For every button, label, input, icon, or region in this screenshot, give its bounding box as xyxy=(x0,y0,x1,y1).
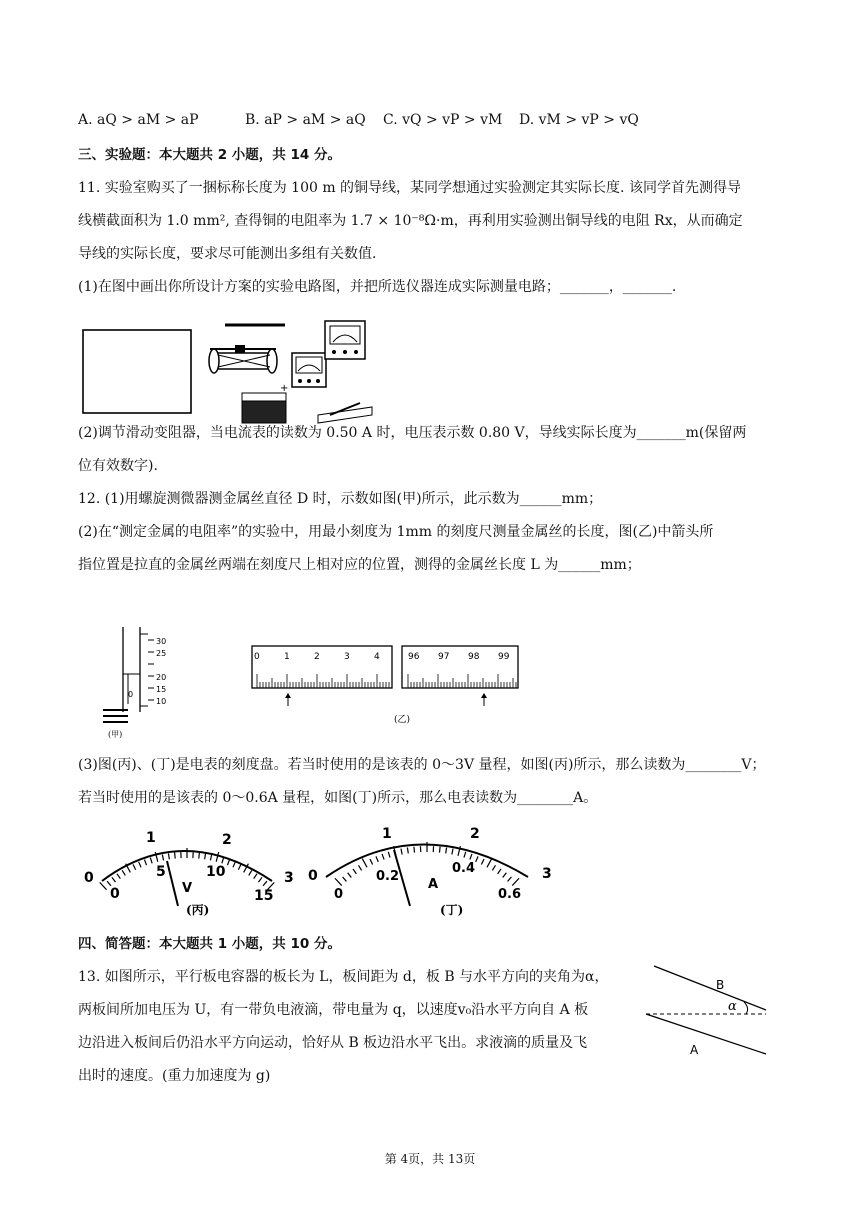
ammeter-dial-figure xyxy=(306,822,556,917)
dial-tick xyxy=(168,853,169,859)
yi-label: (乙) xyxy=(394,715,411,725)
ding-bottom-02: 0.2 xyxy=(376,869,400,884)
micrometer-zero: 0 xyxy=(128,690,134,699)
section3-heading: 三、实验题：本大题共 2 小题，共 14 分。 xyxy=(78,147,341,163)
ding-top-3: 3 xyxy=(542,866,552,882)
dial-tick xyxy=(162,854,163,860)
bing-top-3: 3 xyxy=(284,870,294,886)
ruler-label-1: 1 xyxy=(284,652,290,662)
bing-bottom-5: 5 xyxy=(156,864,166,880)
instruments-figure xyxy=(80,315,380,435)
dial-tick xyxy=(503,873,507,878)
dial-tick xyxy=(233,862,235,868)
micrometer-tick-10: 10 xyxy=(156,697,167,706)
dial-tick xyxy=(414,847,415,853)
ding-bottom-04: 0.4 xyxy=(452,861,476,876)
voltmeter-dial-figure xyxy=(82,826,302,921)
dial-tick xyxy=(481,859,484,864)
dial-tick xyxy=(358,865,361,870)
ruler-arrow-left xyxy=(285,693,291,706)
q11-part2-line1: (2)调节滑动变阻器，当电流表的读数为 0.50 A 时，电压表示数 0.80 V，导线实际长度为_______m(保留两 xyxy=(78,425,747,441)
capacitor-figure xyxy=(640,962,774,1060)
dial-tick xyxy=(476,856,478,862)
q13-line4: 出时的速度。(重力加速度为 g) xyxy=(78,1068,271,1084)
bing-bottom-10: 10 xyxy=(206,864,226,880)
dial-tick xyxy=(133,864,136,869)
ding-top-0: 0 xyxy=(308,868,318,884)
q12-part2-line2: 指位置是拉直的金属丝两端在刻度尺上相对应的位置，测得的金属丝长度 L 为______mm； xyxy=(78,557,641,573)
ding-label: (丁) xyxy=(440,903,464,917)
q11-part1: (1)在图中画出你所设计方案的实验电路图，并把所选仪器连成实际测量电路；_______，_______. xyxy=(78,279,677,295)
dial-tick xyxy=(348,873,352,878)
bing-bottom-15: 15 xyxy=(254,888,274,904)
dial-tick xyxy=(139,862,141,868)
dial-tick xyxy=(335,878,342,885)
ruler-label-2: 2 xyxy=(314,652,320,662)
micrometer-tick-15: 15 xyxy=(156,685,167,694)
q12-part3-line2: 若当时使用的是该表的 0～0.6A 量程，如图(丁)所示，那么电表读数为________A。 xyxy=(78,790,598,806)
dial-tick xyxy=(150,858,152,864)
ding-dial-ticks xyxy=(335,842,519,886)
jia-label: (甲) xyxy=(108,730,123,739)
dial-tick xyxy=(508,877,512,882)
ding-unit: A xyxy=(428,877,439,892)
q11-line1: 11. 实验室购买了一捆标称长度为 100 m 的铜导线，某同学想通过实验测定其实际长度. 该同学首先测得导 xyxy=(78,180,741,196)
dial-tick xyxy=(343,877,347,882)
dial-tick xyxy=(464,852,466,858)
dial-tick xyxy=(227,860,229,866)
rheostat xyxy=(209,345,277,373)
q11-line2: 线横截面积为 1.0 mm², 查得铜的电阻率为 1.7 × 10⁻⁸Ω·m，再利用实验测出铜导线的电阻 Rx，从而确定 xyxy=(78,213,743,229)
choice-a: A. aQ > aM > aP xyxy=(78,112,199,128)
q12-part1: 12. (1)用螺旋测微器测金属丝直径 D 时，示数如图(甲)所示，此示数为______mm； xyxy=(78,491,603,507)
ammeter xyxy=(292,353,326,387)
micrometer-tick-20: 20 xyxy=(156,673,167,682)
dial-tick xyxy=(487,859,492,868)
ruler-label-3: 3 xyxy=(344,652,350,662)
ruler-label-4: 4 xyxy=(374,652,380,662)
bing-bottom-0: 0 xyxy=(110,886,120,902)
ruler-label-96: 96 xyxy=(408,652,420,662)
micrometer-figure xyxy=(98,622,188,740)
dial-tick xyxy=(353,869,356,874)
dial-tick xyxy=(362,859,367,868)
circuit-drawing-box xyxy=(83,330,191,413)
dial-tick xyxy=(216,852,218,862)
dial-tick xyxy=(370,859,373,864)
dial-tick xyxy=(238,864,241,869)
choice-c: C. vQ > vP > vM xyxy=(383,112,503,128)
dial-tick xyxy=(498,869,501,874)
bing-top-0: 0 xyxy=(84,870,94,886)
q12-part2-line1: (2)在“测定金属的电阻率”的实验中，用最小刻度为 1mm 的刻度尺测量金属丝的长度，图(乙)中箭头所 xyxy=(78,524,714,540)
battery xyxy=(242,383,288,423)
dial-tick xyxy=(254,874,257,879)
dial-tick xyxy=(401,849,402,855)
ding-bottom-0: 0 xyxy=(334,887,344,902)
dial-tick xyxy=(470,854,472,860)
dial-tick xyxy=(446,847,447,853)
dial-tick xyxy=(376,856,378,862)
micrometer-tick-25: 25 xyxy=(156,649,167,658)
plate-a xyxy=(646,1014,766,1054)
dial-tick xyxy=(222,858,224,864)
bing-top-1: 1 xyxy=(146,830,156,846)
dial-tick xyxy=(388,852,390,858)
q12-part3-line1: (3)图(丙)、(丁)是电表的刻度盘。若当时使用的是该表的 0～3V 量程，如图(丙)所示，那么读数为________V； xyxy=(78,757,766,773)
dial-tick xyxy=(452,849,453,855)
svg-text:+: + xyxy=(280,383,289,394)
ding-top-2: 2 xyxy=(470,826,480,842)
dial-tick xyxy=(117,874,120,879)
ruler-figure xyxy=(250,642,522,727)
dial-tick xyxy=(210,854,211,860)
voltmeter xyxy=(325,321,365,359)
dial-tick xyxy=(492,865,495,870)
q13-line3: 边沿进入板间后仍沿水平方向运动，恰好从 B 板边沿水平飞出。求液滴的质量及飞 xyxy=(78,1035,588,1051)
q11-part2-line2: 位有效数字). xyxy=(78,458,158,474)
ruler-label-99: 99 xyxy=(498,652,510,662)
label-alpha: α xyxy=(728,999,737,1014)
bing-label: (丙) xyxy=(186,903,210,917)
micrometer-tick-30: 30 xyxy=(156,637,167,646)
dial-tick xyxy=(199,853,200,859)
dial-tick xyxy=(407,847,408,853)
dial-tick xyxy=(112,877,116,882)
ding-bottom-06: 0.6 xyxy=(498,887,522,902)
angle-arc xyxy=(744,1002,748,1014)
choice-d: D. vM > vP > vQ xyxy=(519,112,639,128)
micrometer-thimble-ticks xyxy=(148,640,154,700)
ruler-label-98: 98 xyxy=(468,652,480,662)
ruler-right-ticks xyxy=(408,674,516,688)
dial-tick xyxy=(258,877,262,882)
q13-line2: 两板间所加电压为 U，有一带负电液滴，带电量为 q，以速度v₀沿水平方向自 A 板 xyxy=(78,1002,589,1018)
plate-b xyxy=(654,966,766,1010)
page-footer: 第 4页，共 13页 xyxy=(384,1152,476,1166)
dial-tick xyxy=(512,878,519,885)
bing-top-2: 2 xyxy=(222,832,232,848)
bing-needle xyxy=(167,861,178,906)
dial-tick xyxy=(249,870,252,875)
ruler-label-0: 0 xyxy=(254,652,260,662)
choice-b: B. aP > aM > aQ xyxy=(245,112,366,128)
section4-heading: 四、简答题：本大题共 1 小题，共 10 分。 xyxy=(78,936,341,952)
bing-unit: V xyxy=(182,881,193,896)
dial-tick xyxy=(439,847,440,853)
q13-line1: 13. 如图所示，平行板电容器的板长为 L，板间距为 d，板 B 与水平方向的夹角为α， xyxy=(78,969,609,985)
dial-tick xyxy=(263,881,267,886)
ruler-label-97: 97 xyxy=(438,652,450,662)
label-a: A xyxy=(690,1043,699,1057)
label-b: B xyxy=(716,978,725,992)
dial-tick xyxy=(100,882,107,889)
dial-tick xyxy=(122,870,125,875)
switch xyxy=(318,403,372,423)
dial-tick xyxy=(382,854,384,860)
q11-line3: 导线的实际长度，要求尽可能测出多组有关数值. xyxy=(78,246,377,262)
ruler-arrow-right xyxy=(481,693,487,706)
ruler-left-ticks xyxy=(257,674,389,688)
dial-tick xyxy=(144,860,146,866)
ding-top-1: 1 xyxy=(382,826,392,842)
dial-tick xyxy=(205,853,206,859)
dial-tick xyxy=(175,853,176,859)
